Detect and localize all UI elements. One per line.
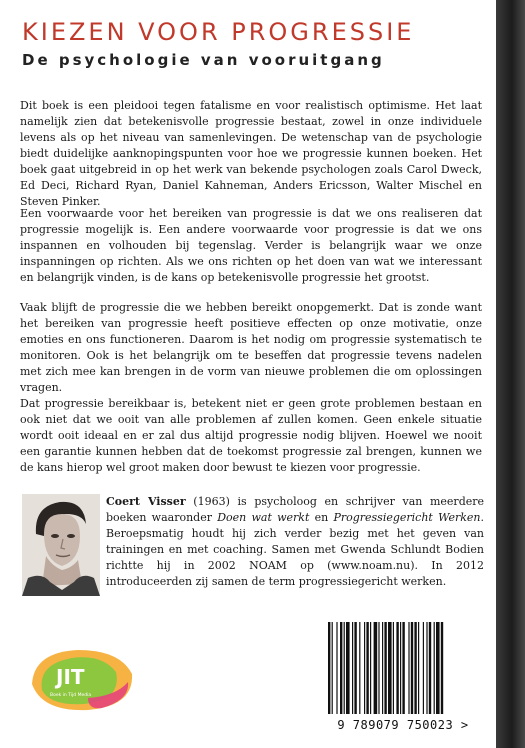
book-subtitle: De psychologie van vooruitgang <box>22 51 385 69</box>
author-photo <box>22 494 100 596</box>
svg-text:Boek in Tijd Media: Boek in Tijd Media <box>50 693 92 698</box>
author-name: Coert Visser <box>106 495 186 508</box>
book-spine-edge <box>496 0 525 748</box>
isbn-barcode <box>318 620 488 740</box>
author-bio-text: . Beroepsmatig houdt hij zich verder bezig met het geven van trainingen en met coaching. Samen met Gwenda Schlundt Bodien richtte hij in 2002 NOAM op (www.noam.nu). In 2012 introduceerden zij samen de term progressiegericht werken. <box>106 511 485 588</box>
svg-text:JIT: JIT <box>56 665 85 689</box>
blurb-paragraph: Een voorwaarde voor het bereiken van progressie is dat we ons realiseren dat progressie mogelijk is. Een andere voorwaarde voor progressie is dat we ons inspannen en volhouden bij tegenslag. Verder is belangrijk waar we onze inspanningen op richten. Als we ons richten op het doen van wat we interessant en belangrijk vinden, is de kans op betekenisvolle progressie het grootst. <box>20 207 482 284</box>
author-bio-text: en <box>309 511 334 524</box>
blurb-paragraph: Vaak blijft de progressie die we hebben bereikt onopgemerkt. Dat is zonde want het bereiken van progressie heeft positieve effecten op onze motivatie, onze emoties en ons functioneren. Daarom is het nodig om progressie systematisch te monitoren. Ook is het belangrijk om te beseffen dat progressie tevens nadelen met zich mee kan brengen in de vorm van nieuwe problemen die om oplossingen vragen. <box>20 301 482 394</box>
book-title: KIEZEN VOOR PROGRESSIE <box>22 18 415 46</box>
book-title-doen-wat-werkt: Doen wat werkt <box>217 511 310 524</box>
blurb-paragraph: Dat progressie bereikbaar is, betekent niet er geen grote problemen bestaan en ook niet dat we ooit van alle problemen af zullen komen. Geen enkele situatie wordt ooit ideaal en er zal dus altijd progressie nodig blijven. Hoewel we nooit een garantie kunnen hebben dat de toekomst progressie zal brengen, kunnen we de kans hierop wel groot maken door bewust te kiezen voor progressie. <box>20 397 482 474</box>
jit-logo-icon <box>28 644 136 716</box>
author-bio-text: (1963) is psycholoog en schrijver van meerdere boeken waaronder <box>106 495 485 524</box>
publisher-logo <box>28 644 136 716</box>
author-portrait-icon <box>22 494 100 596</box>
blurb-paragraph: Dit boek is een pleidooi tegen fatalisme en voor realistisch optimisme. Het laat namelijk zien dat betekenisvolle progressie bestaat, zowel in onze individuele levens als op het niveau van samenlevingen. De wetenschap van de psychologie biedt duidelijke aanknopingspunten voor hoe we progressie kunnen boeken. Het boek gaat uitgebreid in op het werk van bekende psychologen zoals Carol Dweck, Ed Deci, Richard Ryan, Daniel Kahneman, Anders Ericsson, Walter Mischel en Steven Pinker. <box>20 99 482 208</box>
barcode-icon <box>318 620 488 720</box>
book-title-progressiegericht-werken: Progressiegericht Werken <box>333 511 481 524</box>
author-bio <box>106 494 484 590</box>
isbn-digits: 9 789079 750023 > <box>337 718 469 732</box>
